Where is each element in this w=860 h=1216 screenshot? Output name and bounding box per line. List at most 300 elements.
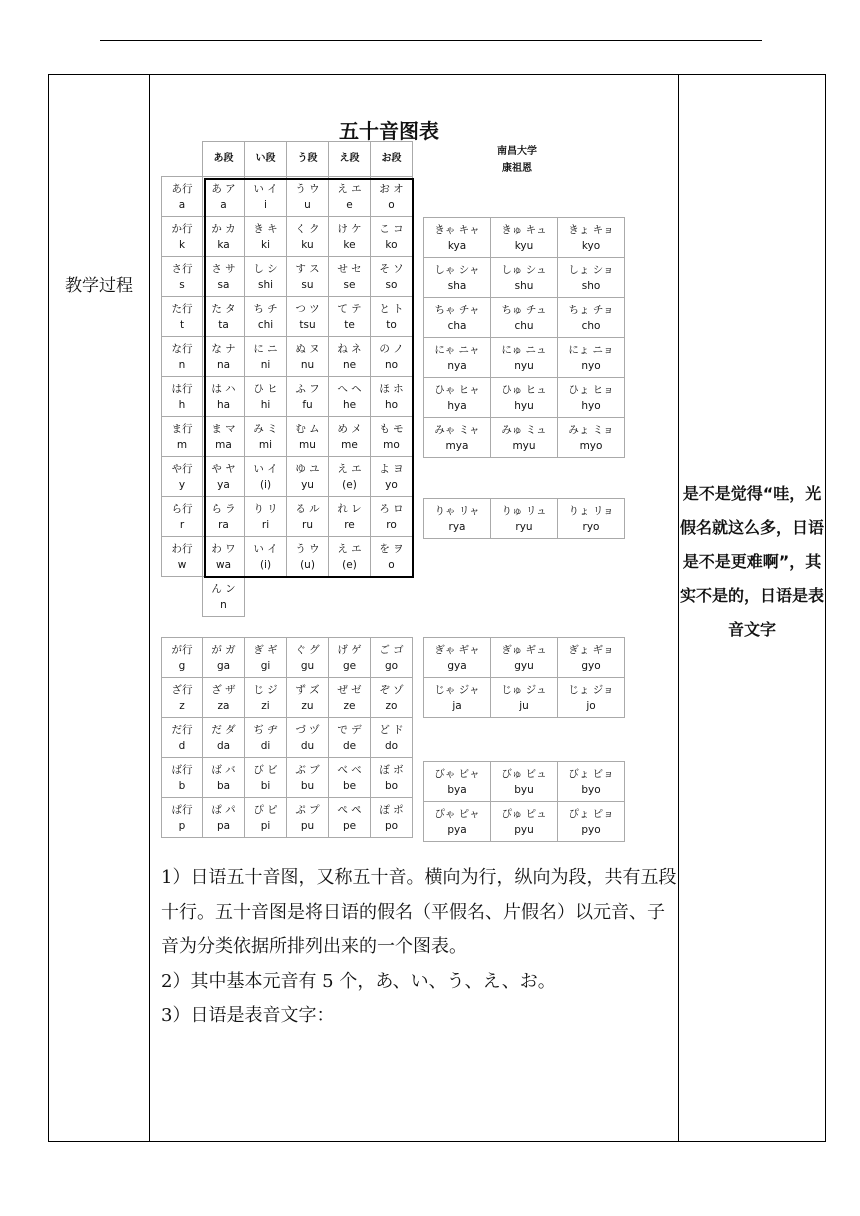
romaji-text: (e) [342, 558, 357, 571]
romaji-text: bo [384, 779, 399, 792]
yoon-row [424, 378, 625, 418]
kana-text: りゃ リャ [434, 504, 480, 517]
romaji-text: ga [216, 659, 231, 672]
kana-text: え エ [337, 542, 362, 555]
kana-cell [329, 798, 371, 838]
kana-text: びゃ ビャ [434, 767, 480, 780]
dan-header: い段 [245, 142, 287, 177]
kana-text: ぎ ギ [253, 643, 278, 656]
romaji-text: myu [512, 439, 536, 452]
kana-text: ひ ヒ [253, 382, 278, 395]
kana-text: みょ ミョ [568, 423, 614, 436]
lesson-table [48, 74, 826, 1142]
kana-text: さ サ [211, 262, 236, 275]
romaji-text: o [388, 198, 395, 211]
header-rule [100, 40, 762, 41]
kana-text: せ セ [337, 262, 362, 275]
romaji-text: y [178, 478, 186, 491]
romaji-text: a [220, 198, 227, 211]
romaji-text: d [178, 739, 186, 752]
romaji-text: cha [447, 319, 467, 332]
kana-text: べ ベ [337, 763, 362, 776]
romaji-text: na [216, 358, 231, 371]
kana-text: あ ア [211, 182, 236, 195]
romaji-text: di [260, 739, 271, 752]
gyo-label-cell [162, 537, 203, 577]
romaji-text: hi [260, 398, 271, 411]
kana-cell-n [203, 577, 245, 617]
gyo-label-cell [162, 718, 203, 758]
romaji-text: wa [215, 558, 232, 571]
chart-title: 五十音图表 [339, 119, 439, 143]
yoon-cell [424, 338, 491, 378]
kana-cell [329, 638, 371, 678]
romaji-text: bi [260, 779, 271, 792]
kana-cell [329, 758, 371, 798]
yoon-row [424, 762, 625, 802]
romaji-text: mo [383, 438, 400, 451]
romaji-text: pa [216, 819, 231, 832]
yoon-row [424, 638, 625, 678]
romaji-text: nya [447, 359, 467, 372]
kana-text: ば行 [171, 763, 193, 776]
kana-cell [203, 678, 245, 718]
kana-text: へ ヘ [337, 382, 362, 395]
kana-text: ぬ ヌ [295, 342, 320, 355]
yoon-cell [558, 258, 625, 298]
gyo-label-cell [162, 217, 203, 257]
kana-text: ぶ ブ [295, 763, 320, 776]
kana-text: く ク [295, 222, 320, 235]
kana-text: す ス [295, 262, 320, 275]
kana-text: は ハ [211, 382, 236, 395]
kana-text: え エ [337, 182, 362, 195]
kana-text: ば バ [211, 763, 236, 776]
romaji-text: ya [217, 478, 230, 491]
kana-text: め メ [337, 422, 362, 435]
author-school: 南昌大学 [497, 146, 537, 157]
kana-text: ま行 [171, 422, 193, 435]
kana-text: ふ フ [295, 382, 320, 395]
kana-text: れ レ [337, 502, 362, 515]
romaji-text: ki [261, 238, 270, 251]
kana-text: と ト [379, 302, 404, 315]
kana-text: だ行 [171, 723, 193, 736]
romaji-text: pe [342, 819, 357, 832]
kana-cell [329, 678, 371, 718]
kana-text: あ行 [171, 182, 193, 195]
romaji-text: se [343, 278, 356, 291]
kana-cell [203, 798, 245, 838]
romaji-text: mya [445, 439, 469, 452]
kana-text: りょ リョ [568, 504, 614, 517]
kana-text: で デ [337, 723, 362, 736]
kana-text: にょ ニョ [568, 343, 614, 356]
romaji-text: kya [447, 239, 467, 252]
yoon-row [424, 338, 625, 378]
romaji-text: t [179, 318, 185, 331]
yoon-cell [424, 418, 491, 458]
romaji-text: to [386, 318, 397, 331]
romaji-text: ryo [582, 520, 600, 533]
romaji-text: sho [581, 279, 601, 292]
yoon-row [424, 499, 625, 539]
kana-text: ぺ ペ [337, 803, 362, 816]
kana-text: み ミ [253, 422, 278, 435]
kana-cell [245, 718, 287, 758]
yoon-cell [424, 378, 491, 418]
kana-text: の ノ [379, 342, 404, 355]
romaji-text: m [176, 438, 188, 451]
kana-text: い イ [253, 542, 278, 555]
romaji-text: sa [217, 278, 230, 291]
kana-text: ちゃ チャ [434, 303, 480, 316]
yoon-cell [558, 298, 625, 338]
kana-text: え エ [337, 462, 362, 475]
kana-text: にゃ ニャ [434, 343, 480, 356]
yoon-r-table [423, 498, 625, 539]
yoon-cell [424, 298, 491, 338]
romaji-text: pya [447, 823, 467, 836]
kana-text: ぱ行 [171, 803, 193, 816]
kana-text: ご ゴ [379, 643, 404, 656]
kana-text: ざ ザ [211, 683, 236, 696]
kana-text: こ コ [379, 222, 404, 235]
kana-text: ゆ ユ [295, 462, 320, 475]
romaji-text: zu [301, 699, 314, 712]
romaji-text: rya [448, 520, 466, 533]
kana-text: みゅ ミュ [501, 423, 547, 436]
romaji-text: ri [261, 518, 270, 531]
kana-text: い イ [253, 462, 278, 475]
kana-text: ぽ ポ [379, 803, 404, 816]
kana-text: ぢ ヂ [253, 723, 278, 736]
kana-text: ぴゅ ピュ [501, 807, 547, 820]
side-note: 是不是觉得“哇，光假名就这么多，日语是不是更难啊”，其实不是的，日语是表音文字 [679, 484, 824, 639]
kana-cell [245, 798, 287, 838]
yoon-cell [491, 802, 558, 842]
romaji-text: so [385, 278, 398, 291]
romaji-text: n [220, 598, 227, 611]
romaji-text: ne [342, 358, 357, 371]
kana-text: だ ダ [211, 723, 236, 736]
kana-text: い イ [253, 182, 278, 195]
kana-text: ぱ パ [211, 803, 236, 816]
yoon-cell [558, 802, 625, 842]
romaji-text: ni [260, 358, 271, 371]
romaji-text: su [301, 278, 314, 291]
kana-text: よ ヨ [379, 462, 404, 475]
romaji-text: ja [452, 699, 462, 712]
romaji-text: s [179, 278, 185, 291]
romaji-text: cho [581, 319, 601, 332]
yoon-cell [558, 678, 625, 718]
kana-text: る ル [295, 502, 320, 515]
romaji-text: hyo [581, 399, 601, 412]
romaji-text: pyo [581, 823, 601, 836]
kana-cell [287, 798, 329, 838]
romaji-text: me [341, 438, 358, 451]
gyo-label-cell [162, 798, 203, 838]
romaji-text: nyo [581, 359, 601, 372]
kana-text: みゃ ミャ [434, 423, 480, 436]
romaji-text: do [384, 739, 399, 752]
kana-text: な行 [171, 342, 193, 355]
yoon-cell [424, 678, 491, 718]
gyo-label-cell [162, 257, 203, 297]
romaji-text: ta [218, 318, 229, 331]
romaji-text: r [179, 518, 185, 531]
romaji-text: ro [386, 518, 397, 531]
dakuon-yoon-table-1 [423, 637, 625, 718]
romaji-text: he [342, 398, 357, 411]
gyo-label-cell [162, 297, 203, 337]
romaji-text: be [342, 779, 357, 792]
kana-text: を ヲ [379, 542, 404, 555]
yoon-cell [558, 418, 625, 458]
kana-cell [371, 798, 413, 838]
romaji-text: ru [302, 518, 313, 531]
romaji-text: no [384, 358, 399, 371]
kana-text: う ウ [295, 182, 320, 195]
kana-text: ぷ プ [295, 803, 320, 816]
gyo-label-cell [162, 177, 203, 217]
romaji-text: kyo [581, 239, 601, 252]
gyo-label-cell [162, 377, 203, 417]
yoon-cell [424, 802, 491, 842]
yoon-row [424, 802, 625, 842]
romaji-text: pyu [514, 823, 534, 836]
romaji-text: shi [257, 278, 274, 291]
kana-text: お オ [379, 182, 404, 195]
gyo-label-cell [162, 417, 203, 457]
romaji-text: da [216, 739, 231, 752]
romaji-text: byo [581, 783, 601, 796]
yoon-cell [491, 378, 558, 418]
yoon-cell [558, 638, 625, 678]
kana-text: ひゅ ヒュ [501, 383, 547, 396]
kana-text: ぜ ゼ [337, 683, 362, 696]
kana-text: は行 [171, 382, 193, 395]
yoon-cell [491, 499, 558, 539]
kana-text: きゅ キュ [501, 223, 547, 236]
kana-text: て テ [337, 302, 362, 315]
romaji-text: nu [300, 358, 315, 371]
kana-row [162, 798, 413, 838]
kana-cell [245, 678, 287, 718]
kana-text: わ行 [171, 542, 193, 555]
kana-text: ひょ ヒョ [568, 383, 614, 396]
kana-text: た タ [211, 302, 236, 315]
kana-text: ひゃ ヒャ [434, 383, 480, 396]
kana-text: ら行 [171, 502, 193, 515]
romaji-text: chu [514, 319, 534, 332]
romaji-text: (e) [342, 478, 357, 491]
dan-header: あ段 [203, 142, 245, 177]
chart-author [489, 143, 545, 177]
romaji-text: po [384, 819, 399, 832]
kana-text: きゃ キャ [434, 223, 480, 236]
author-name: 康祖恩 [502, 163, 532, 174]
romaji-text: h [178, 398, 186, 411]
kana-cell [203, 718, 245, 758]
romaji-text: ku [301, 238, 314, 251]
dan-header: え段 [329, 142, 371, 177]
yoon-cell [558, 378, 625, 418]
kana-text: りゅ リュ [501, 504, 547, 517]
kana-row [162, 758, 413, 798]
kana-text: ぎゅ ギュ [501, 643, 547, 656]
kana-text: に ニ [253, 342, 278, 355]
romaji-text: gi [260, 659, 271, 672]
kana-text: さ行 [171, 262, 193, 275]
kana-text: き キ [253, 222, 278, 235]
kana-text: にゅ ニュ [501, 343, 547, 356]
kana-row [162, 638, 413, 678]
kana-text: ぴ ピ [253, 803, 278, 816]
kana-cell [329, 718, 371, 758]
column-divider-left [149, 75, 150, 1141]
romaji-text: o [388, 558, 395, 571]
kana-text: ちょ チョ [568, 303, 614, 316]
kana-text: ほ ホ [379, 382, 404, 395]
kana-text: む ム [295, 422, 320, 435]
kana-text: ぐ グ [295, 643, 320, 656]
romaji-text: k [178, 238, 186, 251]
kana-text: わ ワ [211, 542, 236, 555]
yoon-cell [424, 218, 491, 258]
romaji-text: fu [302, 398, 313, 411]
yoon-cell [491, 298, 558, 338]
romaji-text: gu [300, 659, 315, 672]
romaji-text: byu [514, 783, 534, 796]
romaji-text: bya [447, 783, 467, 796]
kana-text: ぎゃ ギャ [434, 643, 480, 656]
gyo-label-cell [162, 337, 203, 377]
main-kana-outline [204, 178, 414, 578]
kana-row [162, 718, 413, 758]
kana-text: ざ行 [171, 683, 193, 696]
kana-text: じゅ ジュ [501, 683, 547, 696]
romaji-text: nyu [514, 359, 534, 372]
kana-text: う ウ [295, 542, 320, 555]
kana-text: か行 [171, 222, 193, 235]
romaji-text: yo [385, 478, 398, 491]
kana-text: ぴょ ピョ [568, 807, 614, 820]
romaji-text: b [178, 779, 186, 792]
romaji-text: ge [342, 659, 357, 672]
kana-text: た行 [171, 302, 193, 315]
kana-text: づ ヅ [295, 723, 320, 736]
kana-text: じゃ ジャ [434, 683, 480, 696]
romaji-text: ko [385, 238, 398, 251]
yoon-cell [424, 258, 491, 298]
kana-text: ま マ [211, 422, 236, 435]
romaji-text: p [178, 819, 186, 832]
romaji-text: te [344, 318, 355, 331]
kana-cell [245, 758, 287, 798]
romaji-text: kyu [514, 239, 534, 252]
romaji-text: ke [343, 238, 356, 251]
romaji-text: ju [519, 699, 529, 712]
gyo-label-cell [162, 497, 203, 537]
kana-text: ち チ [253, 302, 278, 315]
romaji-text: go [384, 659, 399, 672]
kana-cell [287, 638, 329, 678]
section-label: 教学过程 [65, 276, 133, 296]
romaji-text: shu [514, 279, 534, 292]
romaji-text: mi [258, 438, 273, 451]
kana-text: げ ゲ [337, 643, 362, 656]
yoon-row [424, 678, 625, 718]
kana-text: びょ ビョ [568, 767, 614, 780]
romaji-text: n [178, 358, 186, 371]
romaji-text: z [179, 699, 185, 712]
romaji-text: ka [217, 238, 230, 251]
kana-text: け ケ [337, 222, 362, 235]
gyo-label-cell [162, 457, 203, 497]
romaji-text: ze [343, 699, 356, 712]
blank-cell [162, 577, 203, 617]
romaji-text: u [304, 198, 311, 211]
kana-cell [203, 758, 245, 798]
paragraph-1: 1）日语五十音图，又称五十音。横向为行，纵向为段，共有五段十行。五十音图是将日语的假名（平假名、片假名）以元音、子音为分类依据所排列出来的一个图表。 [161, 867, 677, 957]
kana-cell [287, 758, 329, 798]
kana-text: ん ン [211, 582, 236, 595]
kana-text: が行 [171, 643, 193, 656]
romaji-text: zo [385, 699, 398, 712]
romaji-text: ho [384, 398, 399, 411]
romaji-text: g [178, 659, 186, 672]
romaji-text: ba [216, 779, 231, 792]
romaji-text: w [177, 558, 187, 571]
romaji-text: tsu [299, 318, 316, 331]
kana-text: り リ [253, 502, 278, 515]
romaji-text: pu [300, 819, 315, 832]
kana-text: ど ド [379, 723, 404, 736]
explanation-text [161, 861, 681, 1034]
romaji-text: pi [260, 819, 271, 832]
kana-cell [371, 718, 413, 758]
kana-text: し シ [253, 262, 278, 275]
kana-text: しょ ショ [568, 263, 614, 276]
romaji-text: hyu [514, 399, 534, 412]
yoon-cell [558, 338, 625, 378]
kana-cell [203, 638, 245, 678]
yoon-cell [424, 499, 491, 539]
yoon-cell [558, 499, 625, 539]
yoon-cell [491, 218, 558, 258]
yoon-cell [491, 678, 558, 718]
yoon-cell [491, 638, 558, 678]
kana-text: び ビ [253, 763, 278, 776]
yoon-row [424, 258, 625, 298]
kana-cell [287, 678, 329, 718]
kana-text: きょ キョ [568, 223, 614, 236]
romaji-text: (i) [259, 558, 272, 571]
kana-text: な ナ [211, 342, 236, 355]
dan-header: う段 [287, 142, 329, 177]
romaji-text: du [300, 739, 315, 752]
kana-text: しゃ シャ [434, 263, 480, 276]
dakuon-table [161, 637, 413, 838]
kana-text: が ガ [211, 643, 236, 656]
kana-text: そ ソ [379, 262, 404, 275]
paragraph-2: 2）其中基本元音有 5 个，あ、い、う、え、お。 [161, 970, 556, 992]
romaji-text: hya [447, 399, 467, 412]
paragraph-3: 3）日语是表音文字： [161, 1005, 335, 1026]
dan-header: お段 [371, 142, 413, 177]
